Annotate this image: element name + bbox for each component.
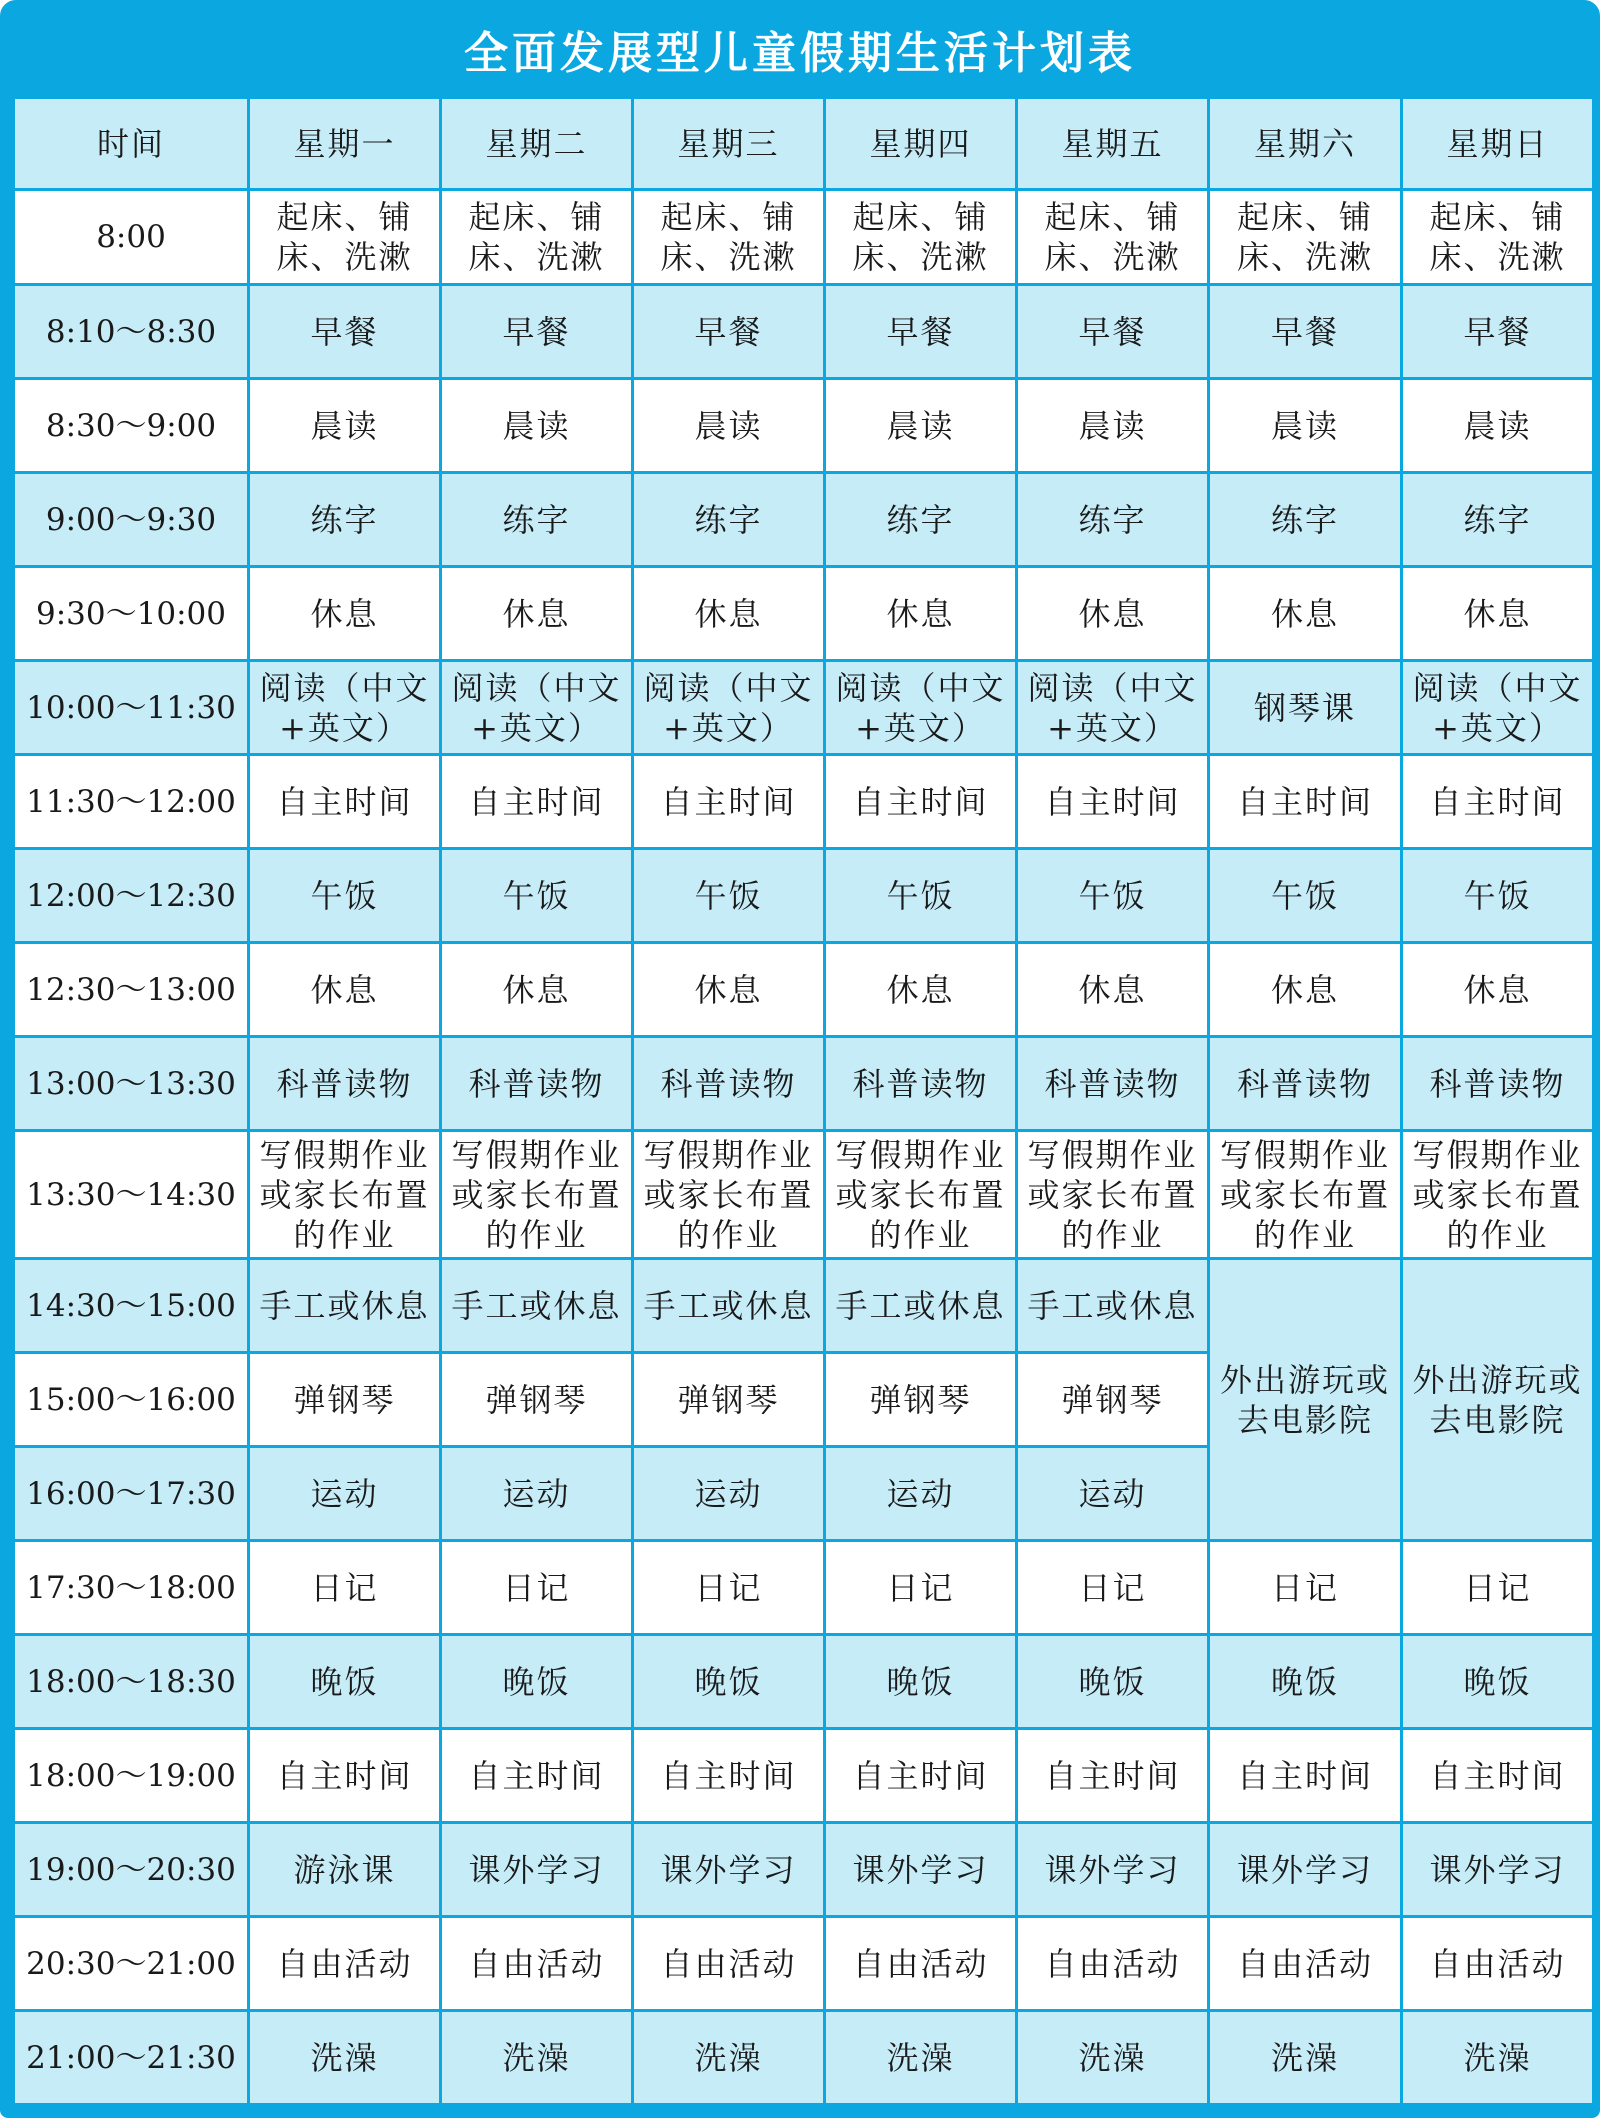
activity-cell-friday: 休息 [1017,567,1209,661]
activity-cell-monday: 起床、铺床、洗漱 [249,190,441,285]
activity-cell-tuesday: 晚饭 [441,1635,633,1729]
activity-cell-saturday: 晚饭 [1209,1635,1402,1729]
activity-cell-friday: 休息 [1017,943,1209,1037]
activity-cell-friday: 晨读 [1017,379,1209,473]
activity-cell-sunday: 洗澡 [1402,2011,1594,2105]
activity-cell-wednesday: 晚饭 [633,1635,825,1729]
time-cell: 13:00～13:30 [14,1037,249,1131]
time-cell: 12:30～13:00 [14,943,249,1037]
activity-cell-friday: 写假期作业或家长布置的作业 [1017,1131,1209,1259]
activity-cell-wednesday: 写假期作业或家长布置的作业 [633,1131,825,1259]
time-cell: 8:10～8:30 [14,285,249,379]
activity-cell-thursday: 弹钢琴 [825,1353,1017,1447]
activity-cell-friday: 自主时间 [1017,1729,1209,1823]
activity-cell-wednesday: 午饭 [633,849,825,943]
activity-cell-tuesday: 运动 [441,1447,633,1541]
activity-cell-thursday: 晚饭 [825,1635,1017,1729]
header-saturday: 星期六 [1209,98,1402,190]
activity-cell-wednesday: 早餐 [633,285,825,379]
time-cell: 13:30～14:30 [14,1131,249,1259]
activity-cell-monday: 晨读 [249,379,441,473]
table-row [14,1917,1594,2011]
table-row [14,943,1594,1037]
time-cell: 8:30～9:00 [14,379,249,473]
activity-cell-tuesday: 午饭 [441,849,633,943]
activity-cell-friday: 日记 [1017,1541,1209,1635]
activity-cell-monday: 手工或休息 [249,1259,441,1353]
activity-cell-saturday: 日记 [1209,1541,1402,1635]
time-cell: 20:30～21:00 [14,1917,249,2011]
activity-cell-monday: 弹钢琴 [249,1353,441,1447]
activity-cell-sunday: 课外学习 [1402,1823,1594,1917]
schedule-body [14,190,1594,2105]
activity-cell-tuesday: 科普读物 [441,1037,633,1131]
activity-cell-friday: 起床、铺床、洗漱 [1017,190,1209,285]
table-row [14,2011,1594,2105]
activity-cell-tuesday: 课外学习 [441,1823,633,1917]
time-cell: 21:00～21:30 [14,2011,249,2105]
activity-cell-saturday: 自主时间 [1209,755,1402,849]
activity-cell-tuesday: 休息 [441,943,633,1037]
activity-cell-friday: 自由活动 [1017,1917,1209,2011]
table-row [14,567,1594,661]
activity-cell-wednesday: 自主时间 [633,755,825,849]
activity-cell-monday: 练字 [249,473,441,567]
table-row [14,285,1594,379]
table-row [14,1037,1594,1131]
activity-cell-wednesday: 日记 [633,1541,825,1635]
activity-cell-sunday: 晨读 [1402,379,1594,473]
table-row [14,849,1594,943]
activity-cell-tuesday: 日记 [441,1541,633,1635]
activity-cell-saturday: 钢琴课 [1209,661,1402,755]
activity-cell-friday: 洗澡 [1017,2011,1209,2105]
activity-cell-tuesday: 手工或休息 [441,1259,633,1353]
table-row [14,1823,1594,1917]
activity-cell-thursday: 运动 [825,1447,1017,1541]
activity-cell-thursday: 日记 [825,1541,1017,1635]
activity-cell-sunday: 自主时间 [1402,755,1594,849]
time-cell: 15:00～16:00 [14,1353,249,1447]
activity-cell-sunday: 自主时间 [1402,1729,1594,1823]
activity-cell-monday: 科普读物 [249,1037,441,1131]
activity-cell-thursday: 写假期作业或家长布置的作业 [825,1131,1017,1259]
activity-cell-thursday: 自主时间 [825,755,1017,849]
schedule-table [12,96,1595,2106]
activity-cell-friday: 课外学习 [1017,1823,1209,1917]
activity-cell-thursday: 自由活动 [825,1917,1017,2011]
activity-cell-wednesday: 自由活动 [633,1917,825,2011]
activity-cell-monday: 游泳课 [249,1823,441,1917]
activity-cell-tuesday: 洗澡 [441,2011,633,2105]
activity-cell-sunday: 自由活动 [1402,1917,1594,2011]
time-cell: 12:00～12:30 [14,849,249,943]
activity-cell-saturday: 晨读 [1209,379,1402,473]
activity-cell-monday: 自主时间 [249,1729,441,1823]
activity-cell-wednesday: 休息 [633,943,825,1037]
activity-cell-wednesday: 科普读物 [633,1037,825,1131]
time-cell: 9:30～10:00 [14,567,249,661]
activity-cell-saturday: 写假期作业或家长布置的作业 [1209,1131,1402,1259]
table-row [14,473,1594,567]
header-friday: 星期五 [1017,98,1209,190]
activity-cell-sunday: 早餐 [1402,285,1594,379]
activity-cell-sunday: 日记 [1402,1541,1594,1635]
activity-cell-tuesday: 自主时间 [441,755,633,849]
table-row [14,379,1594,473]
time-cell: 8:00 [14,190,249,285]
activity-cell-friday: 科普读物 [1017,1037,1209,1131]
activity-cell-friday: 阅读（中文+英文） [1017,661,1209,755]
activity-cell-thursday: 课外学习 [825,1823,1017,1917]
table-row [14,1259,1594,1353]
activity-cell-thursday: 休息 [825,943,1017,1037]
activity-cell-monday: 洗澡 [249,2011,441,2105]
activity-cell-sunday: 休息 [1402,943,1594,1037]
activity-cell-thursday: 早餐 [825,285,1017,379]
time-cell: 18:00～19:00 [14,1729,249,1823]
table-row [14,1635,1594,1729]
header-thursday: 星期四 [825,98,1017,190]
activity-cell-tuesday: 阅读（中文+英文） [441,661,633,755]
activity-cell-saturday: 起床、铺床、洗漱 [1209,190,1402,285]
activity-cell-monday: 自主时间 [249,755,441,849]
time-cell: 14:30～15:00 [14,1259,249,1353]
time-cell: 19:00～20:30 [14,1823,249,1917]
activity-cell-thursday: 自主时间 [825,1729,1017,1823]
activity-cell-monday: 休息 [249,567,441,661]
activity-cell-sunday: 晚饭 [1402,1635,1594,1729]
table-row [14,190,1594,285]
activity-cell-thursday: 休息 [825,567,1017,661]
time-cell: 11:30～12:00 [14,755,249,849]
activity-cell-tuesday: 自由活动 [441,1917,633,2011]
activity-cell-sunday: 休息 [1402,567,1594,661]
activity-cell-monday: 晚饭 [249,1635,441,1729]
activity-cell-wednesday: 自主时间 [633,1729,825,1823]
activity-cell-wednesday: 运动 [633,1447,825,1541]
activity-cell-wednesday: 课外学习 [633,1823,825,1917]
activity-cell-wednesday: 晨读 [633,379,825,473]
activity-cell-monday: 日记 [249,1541,441,1635]
weekend-outing-cell-saturday: 外出游玩或去电影院 [1209,1259,1402,1541]
table-row [14,1541,1594,1635]
activity-cell-saturday: 午饭 [1209,849,1402,943]
activity-cell-friday: 自主时间 [1017,755,1209,849]
activity-cell-saturday: 自主时间 [1209,1729,1402,1823]
activity-cell-thursday: 科普读物 [825,1037,1017,1131]
activity-cell-monday: 休息 [249,943,441,1037]
activity-cell-tuesday: 自主时间 [441,1729,633,1823]
activity-cell-monday: 写假期作业或家长布置的作业 [249,1131,441,1259]
activity-cell-thursday: 手工或休息 [825,1259,1017,1353]
activity-cell-thursday: 晨读 [825,379,1017,473]
activity-cell-sunday: 午饭 [1402,849,1594,943]
activity-cell-friday: 午饭 [1017,849,1209,943]
activity-cell-wednesday: 阅读（中文+英文） [633,661,825,755]
activity-cell-thursday: 午饭 [825,849,1017,943]
activity-cell-wednesday: 洗澡 [633,2011,825,2105]
activity-cell-monday: 阅读（中文+英文） [249,661,441,755]
activity-cell-thursday: 练字 [825,473,1017,567]
activity-cell-monday: 自由活动 [249,1917,441,2011]
time-cell: 18:00～18:30 [14,1635,249,1729]
activity-cell-saturday: 练字 [1209,473,1402,567]
time-cell: 16:00～17:30 [14,1447,249,1541]
table-row [14,1729,1594,1823]
activity-cell-tuesday: 写假期作业或家长布置的作业 [441,1131,633,1259]
activity-cell-saturday: 洗澡 [1209,2011,1402,2105]
activity-cell-saturday: 自由活动 [1209,1917,1402,2011]
activity-cell-friday: 手工或休息 [1017,1259,1209,1353]
activity-cell-friday: 运动 [1017,1447,1209,1541]
activity-cell-thursday: 洗澡 [825,2011,1017,2105]
page-title: 全面发展型儿童假期生活计划表 [464,28,1136,79]
activity-cell-friday: 晚饭 [1017,1635,1209,1729]
table-row [14,1131,1594,1259]
table-row [14,661,1594,755]
activity-cell-tuesday: 起床、铺床、洗漱 [441,190,633,285]
activity-cell-sunday: 写假期作业或家长布置的作业 [1402,1131,1594,1259]
activity-cell-monday: 运动 [249,1447,441,1541]
activity-cell-sunday: 阅读（中文+英文） [1402,661,1594,755]
activity-cell-saturday: 早餐 [1209,285,1402,379]
activity-cell-monday: 午饭 [249,849,441,943]
activity-cell-friday: 早餐 [1017,285,1209,379]
activity-cell-saturday: 课外学习 [1209,1823,1402,1917]
activity-cell-saturday: 休息 [1209,943,1402,1037]
header-row [14,98,1594,190]
time-cell: 10:00～11:30 [14,661,249,755]
activity-cell-sunday: 练字 [1402,473,1594,567]
activity-cell-wednesday: 起床、铺床、洗漱 [633,190,825,285]
activity-cell-tuesday: 早餐 [441,285,633,379]
activity-cell-wednesday: 弹钢琴 [633,1353,825,1447]
activity-cell-friday: 弹钢琴 [1017,1353,1209,1447]
activity-cell-wednesday: 练字 [633,473,825,567]
time-cell: 17:30～18:00 [14,1541,249,1635]
activity-cell-tuesday: 弹钢琴 [441,1353,633,1447]
activity-cell-wednesday: 休息 [633,567,825,661]
header-time: 时间 [14,98,249,190]
activity-cell-wednesday: 手工或休息 [633,1259,825,1353]
activity-cell-saturday: 科普读物 [1209,1037,1402,1131]
header-wednesday: 星期三 [633,98,825,190]
activity-cell-thursday: 阅读（中文+英文） [825,661,1017,755]
table-row [14,755,1594,849]
title-bar [5,5,1595,93]
header-sunday: 星期日 [1402,98,1594,190]
header-monday: 星期一 [249,98,441,190]
activity-cell-friday: 练字 [1017,473,1209,567]
activity-cell-tuesday: 休息 [441,567,633,661]
activity-cell-tuesday: 晨读 [441,379,633,473]
activity-cell-tuesday: 练字 [441,473,633,567]
activity-cell-sunday: 起床、铺床、洗漱 [1402,190,1594,285]
weekend-outing-cell-sunday: 外出游玩或去电影院 [1402,1259,1594,1541]
activity-cell-sunday: 科普读物 [1402,1037,1594,1131]
time-cell: 9:00～9:30 [14,473,249,567]
activity-cell-saturday: 休息 [1209,567,1402,661]
activity-cell-thursday: 起床、铺床、洗漱 [825,190,1017,285]
header-tuesday: 星期二 [441,98,633,190]
activity-cell-monday: 早餐 [249,285,441,379]
